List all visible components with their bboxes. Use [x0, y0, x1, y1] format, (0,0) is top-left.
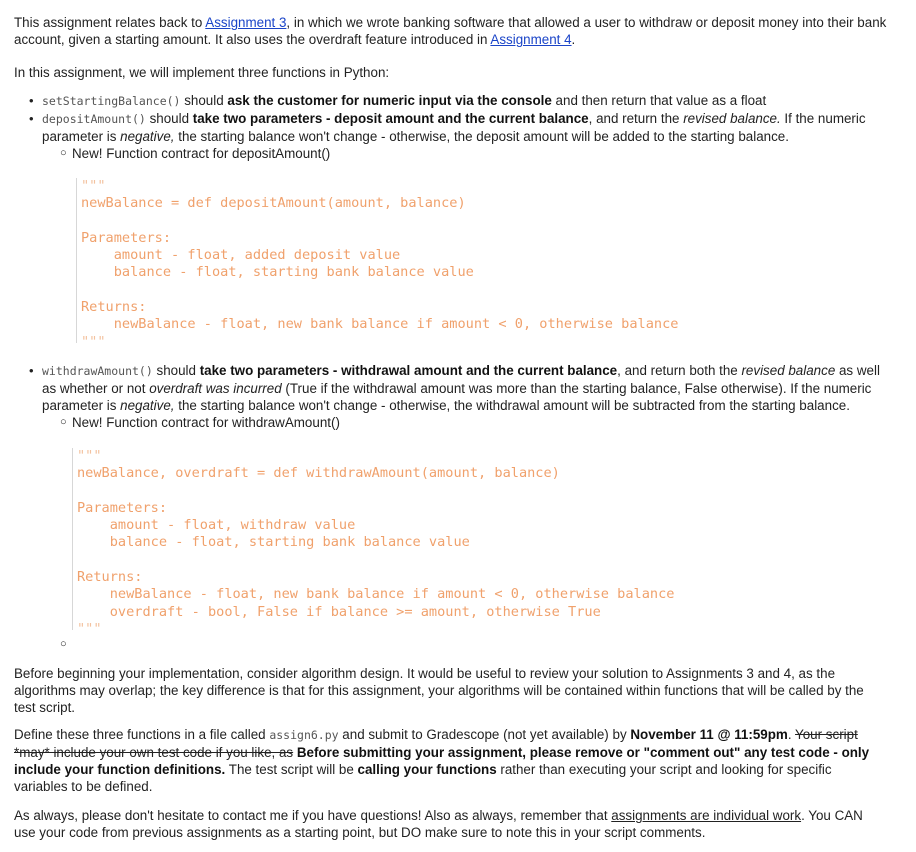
functions-intro: In this assignment, we will implement three functions in Python: — [14, 65, 390, 80]
code-line: balance - float, starting bank balance value — [81, 264, 474, 281]
code-line: Returns: — [77, 569, 143, 586]
deposit-contract-code — [76, 178, 679, 350]
remove-test-code-bold: Before submitting your assignment, please remove or "comment out" any test code - only include your function definitions. — [14, 745, 870, 777]
code-line: overdraft - bool, False if balance >= amount, otherwise True — [77, 603, 601, 620]
sub-item-deposit-contract — [14, 145, 894, 162]
b1-text-2: and then return that value as a float — [551, 93, 767, 108]
b2-text: should — [145, 111, 193, 126]
b1-text: should — [180, 93, 228, 108]
code-line: newBalance = def depositAmount(amount, balance) — [81, 195, 466, 212]
p4-text-4: The test script will be — [225, 762, 358, 777]
b2-italic: revised balance. — [683, 111, 781, 126]
intro-text-3: . — [571, 32, 576, 47]
struck-text: Your script *may* include your own test code if you like, as — [14, 727, 858, 760]
list-item-withdrawAmount — [14, 362, 894, 414]
bullet-dot-icon: • — [29, 363, 34, 378]
sub-item-withdraw-contract — [14, 414, 894, 431]
closing-paragraph — [14, 807, 884, 841]
intro-paragraph — [14, 14, 894, 48]
code-line: """ — [81, 178, 106, 194]
code-line: Parameters: — [77, 499, 168, 516]
p4-text-3: . — [787, 727, 796, 742]
b1-bold: ask the customer for numeric input via the console — [227, 93, 552, 108]
deadline-bold: November 11 @ 11:59pm — [630, 727, 788, 742]
assignment-4-link[interactable]: Assignment 4 — [490, 32, 572, 47]
list-item-depositAmount — [14, 110, 894, 145]
assignment-3-link[interactable]: Assignment 3 — [205, 15, 287, 30]
p5-text-2: . You CAN use your code from previous assignments as a starting point, but DO make sure to note this in your script comments. — [14, 808, 863, 840]
bullet-dot-icon: • — [29, 111, 34, 126]
code-line: """ — [77, 448, 102, 464]
code-line: """ — [81, 333, 106, 350]
p4-text-2: and submit to Gradescope (not yet available) by — [338, 727, 631, 742]
intro-text-2: , in which we wrote banking software that allowed a user to withdraw or deposit money into their bank account, given a starting amount. It also uses the overdraft feature introduced in — [14, 15, 887, 47]
b3-text-5: the starting balance won't change - otherwise, the withdrawal amount will be subtracted from the starting balance. — [174, 398, 850, 413]
p5-text: As always, please don't hesitate to contact me if you have questions! Also as always, remember that — [14, 808, 612, 823]
deposit-contract-label: New! Function contract for depositAmount() — [72, 146, 331, 161]
code-line: Returns: — [81, 299, 147, 316]
depositAmount-code: depositAmount() — [42, 112, 146, 126]
empty-hollow-bullet-icon: ○ — [60, 638, 67, 650]
code-line: newBalance, overdraft = def withdrawAmount(amount, balance) — [77, 465, 560, 482]
b3-text: should — [152, 363, 200, 378]
b3-text-3: as well as whether or not — [42, 363, 880, 396]
intro-text: This assignment relates back to — [14, 15, 206, 30]
b3-italic-2: overdraft was incurred — [149, 381, 282, 396]
algorithm-design-paragraph: Before beginning your implementation, consider algorithm design. It would be useful to review your solution to Assignments 3 and 4, as the algorithms may overlap; the key difference is that for this assignment, your algorithms will be contained within functions that will be called by the test script. — [14, 666, 864, 715]
code-line: newBalance - float, new bank balance if amount < 0, otherwise balance — [77, 586, 675, 603]
p4-text: Define these three functions in a file called — [14, 727, 270, 742]
b2-text-2: , and return the — [588, 111, 684, 126]
b3-text-4: (True if the withdrawal amount was more than the starting balance, False otherwise). If the numeric parameter is — [42, 381, 872, 413]
withdraw-contract-code — [72, 448, 675, 637]
b3-italic-3: negative, — [120, 398, 175, 413]
b2-bold: take two parameters - deposit amount and the current balance — [192, 111, 589, 126]
setStartingBalance-code: setStartingBalance() — [42, 94, 181, 108]
bullet-dot-icon: • — [29, 93, 34, 108]
list-item-setStartingBalance — [14, 92, 894, 110]
withdrawAmount-code: withdrawAmount() — [42, 364, 153, 378]
b2-text-3: If the numeric parameter is — [42, 111, 866, 144]
code-line: balance - float, starting bank balance value — [77, 534, 470, 551]
p4-text-5: rather than executing your script and looking for specific variables to be defined. — [14, 762, 832, 794]
b2-italic-2: negative, — [120, 129, 175, 144]
code-line: """ — [77, 620, 102, 637]
filename-code: assign6.py — [269, 728, 339, 742]
calling-functions-bold: calling your functions — [357, 762, 497, 777]
code-line: amount - float, withdraw value — [77, 517, 356, 534]
individual-work-link[interactable]: assignments are individual work — [611, 808, 802, 823]
hollow-bullet-icon: ○ — [60, 416, 67, 428]
code-line: Parameters: — [81, 229, 172, 246]
function-list-2 — [14, 362, 894, 431]
b3-text-2: , and return both the — [617, 363, 742, 378]
submission-paragraph — [14, 726, 884, 795]
b3-bold: take two parameters - withdrawal amount and the current balance — [199, 363, 618, 378]
function-list — [14, 92, 894, 162]
b2-text-4: the starting balance won't change - otherwise, the deposit amount will be added to the starting balance. — [174, 129, 789, 144]
code-line: amount - float, added deposit value — [81, 247, 401, 264]
code-line: newBalance - float, new bank balance if amount < 0, otherwise balance — [81, 316, 679, 333]
hollow-bullet-icon: ○ — [60, 147, 67, 159]
withdraw-contract-label: New! Function contract for withdrawAmount() — [72, 415, 340, 430]
b3-italic: revised balance — [741, 363, 836, 378]
